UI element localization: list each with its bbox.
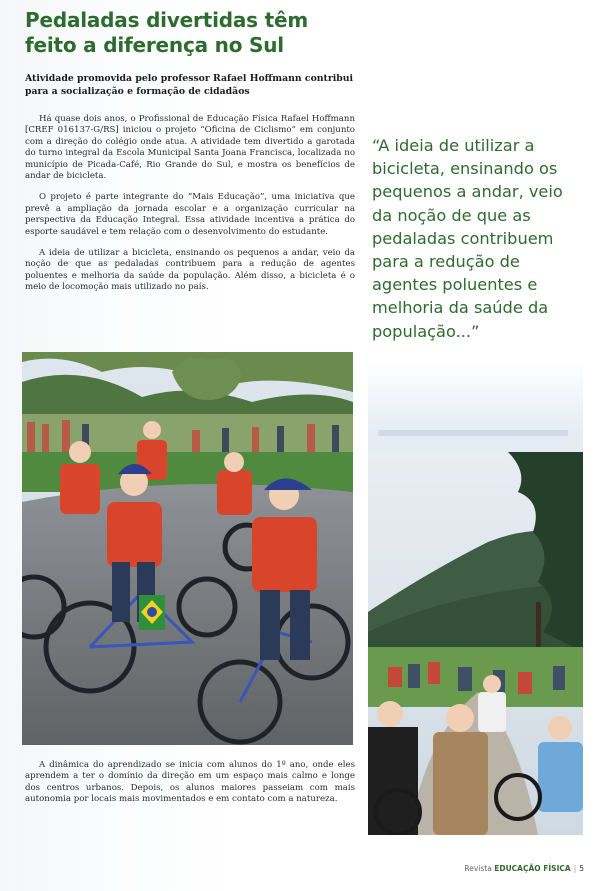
article-subtitle: Atividade promovida pelo professor Rafael Hoffmann contribui para a socialização e formação de cidadãos: [25, 73, 354, 97]
body-paragraph: A ideia de utilizar a bicicleta, ensinando os pequenos a andar, veio da noção de que as pedaladas contribuem para a redução de agentes poluentes e melhoria da saúde da população. Além disso, a bicicleta é o meio de locomoção mais utilizado no país.: [25, 248, 355, 293]
photo-children-cycling: [22, 352, 353, 745]
body-paragraph: O projeto é parte integrante do “Mais Educação”, uma iniciativa que prevê a ampliação da jornada escolar e a organização curricular na perspectiva da Educação Integral. Essa atividade incentiva a prática do esporte saudável e tem relação com o desenvolvimento do estudante.: [25, 192, 355, 237]
article-title: Pedaladas divertidas têm feito a diferença no Sul: [25, 8, 308, 57]
footer-section: EDUCAÇÃO FÍSICA: [494, 864, 571, 873]
body-paragraph: Há quase dois anos, o Profissional de Educação Física Rafael Hoffmann [CREF 016137-G/RS] iniciou o projeto “Oficina de Ciclismo” em conjunto com a direção do colégio onde atua. A atividade tem divertido a garotada do turno integral da Escola Municipal Santa Joana Francisca, localizada no município de Picada-Café, Rio Grande do Sul, e mostra os benefícios de andar de bicicleta.: [25, 114, 355, 182]
page-footer: Revista EDUCAÇÃO FÍSICA | 5: [464, 864, 584, 873]
body-column-top: [25, 114, 355, 294]
body-paragraph: A dinâmica do aprendizado se inicia com alunos do 1º ano, onde eles aprendem a ter o domínio da direção em um espaço mais calmo e longe dos centros urbanos. Depois, os alunos maiores passeiam com mais autonomia por locais mais movimentados e em contato com a natureza.: [25, 760, 355, 805]
page-number: 5: [579, 864, 584, 873]
photo-mountain-group: [368, 452, 583, 835]
pull-quote: “A ideia de utilizar a bicicleta, ensinando os pequenos a andar, veio da noção de que as pedaladas contribuem para a redução de agentes poluentes e melhoria da saúde da população...”: [372, 136, 563, 341]
body-column-bottom: [25, 760, 355, 806]
footer-magazine: Revista: [464, 864, 492, 873]
